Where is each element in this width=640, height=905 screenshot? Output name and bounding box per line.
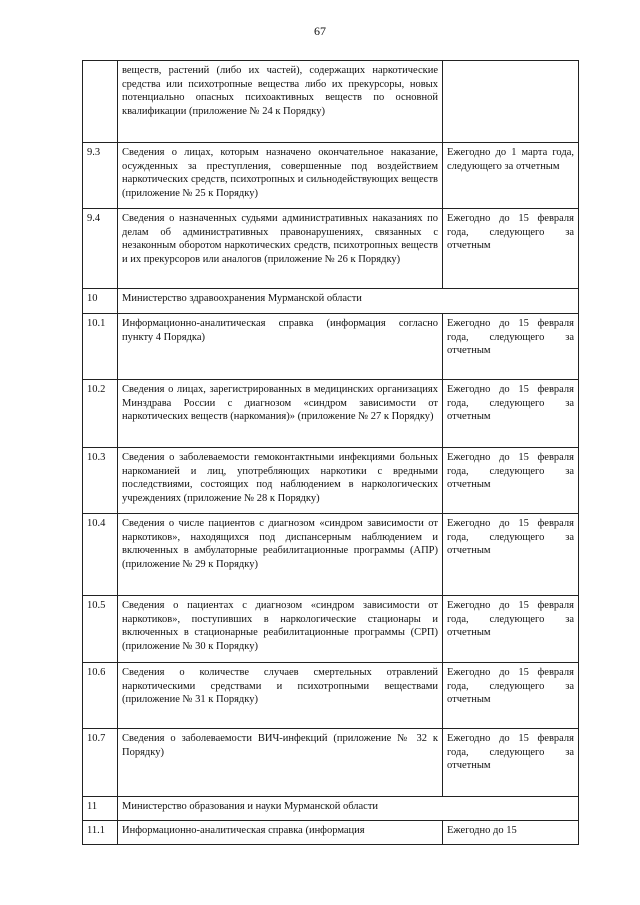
page-number: 67 [314, 24, 326, 38]
row-number: 10.7 [83, 729, 118, 797]
row-description: Сведения о числе пациентов с диагнозом «синдром зависимости от наркотиков», находящихся под диспансерным наблюдением и включенных в амбулаторные реабилитационные программы (АПР) (приложение № 29 к Порядку) [118, 514, 443, 596]
row-number: 10.5 [83, 596, 118, 663]
row-deadline: Ежегодно до 15 февраля года, следующего за отчетным [443, 209, 579, 289]
row-number: 11 [83, 797, 118, 821]
row-description: Сведения о заболеваемости гемоконтактными инфекциями больных наркоманией и лиц, употребляющих наркотики с вредными последствиями, состоящих под наблюдением в наркологических учреждениях (приложение № 28 к Порядку) [118, 448, 443, 514]
row-description: Сведения о количестве случаев смертельных отравлений наркотическими средствами и психотропными веществами (приложение № 31 к Порядку) [118, 663, 443, 729]
row-description: веществ, растений (либо их частей), содержащих наркотические средства или психотропные вещества либо их прекурсоры, новых потенциально опасных психоактивных веществ по основной квалификации (приложение № 24 к Порядку) [118, 61, 443, 143]
row-number: 10.3 [83, 448, 118, 514]
row-deadline: Ежегодно до 15 февраля года, следующего за отчетным [443, 380, 579, 448]
row-deadline: Ежегодно до 15 февраля года, следующего за отчетным [443, 314, 579, 380]
row-description: Информационно-аналитическая справка (информация [118, 821, 443, 845]
row-number: 11.1 [83, 821, 118, 845]
table-row [83, 314, 579, 380]
row-number [83, 61, 118, 143]
row-description: Информационно-аналитическая справка (информация согласно пункту 4 Порядка) [118, 314, 443, 380]
section-title: Министерство здравоохранения Мурманской области [118, 289, 579, 314]
row-description: Сведения о пациентах с диагнозом «синдром зависимости от наркотиков», поступивших в наркологические стационары и включенных в стационарные реабилитационные программы (СРП) (приложение № 30 к Порядку) [118, 596, 443, 663]
row-description: Сведения о назначенных судьями административных наказаниях по делам об административных правонарушениях, связанных с незаконным оборотом наркотических средств, психотропных веществ и их прекурсоров или аналогов (приложение № 26 к Порядку) [118, 209, 443, 289]
table-row [83, 209, 579, 289]
row-deadline: Ежегодно до 15 февраля года, следующего за отчетным [443, 596, 579, 663]
row-description: Сведения о лицах, зарегистрированных в медицинских организациях Минздрава России с диагнозом «синдром зависимости от наркотических веществ (наркомания)» (приложение № 27 к Порядку) [118, 380, 443, 448]
table-row [83, 514, 579, 596]
table-row [83, 596, 579, 663]
row-number: 9.4 [83, 209, 118, 289]
row-description: Сведения о заболеваемости ВИЧ-инфекций (приложение № 32 к Порядку) [118, 729, 443, 797]
row-number: 10.1 [83, 314, 118, 380]
table-row [83, 448, 579, 514]
table-row [83, 61, 579, 143]
row-number: 10.4 [83, 514, 118, 596]
table-row [83, 380, 579, 448]
row-number: 10 [83, 289, 118, 314]
row-number: 9.3 [83, 143, 118, 209]
section-row [83, 289, 579, 314]
row-deadline: Ежегодно до 15 февраля года, следующего за отчетным [443, 514, 579, 596]
table-row [83, 663, 579, 729]
row-description: Сведения о лицах, которым назначено окончательное наказание, осужденных за преступления, совершенные под воздействием наркотических средств, психотропных и сильнодействующих веществ (приложение № 25 к Порядку) [118, 143, 443, 209]
row-deadline: Ежегодно до 1 марта года, следующего за отчетным [443, 143, 579, 209]
table-row [83, 729, 579, 797]
row-deadline: Ежегодно до 15 [443, 821, 579, 845]
table-row [83, 821, 579, 845]
table-body [83, 61, 579, 845]
section-title: Министерство образования и науки Мурманской области [118, 797, 579, 821]
row-deadline: Ежегодно до 15 февраля года, следующего за отчетным [443, 729, 579, 797]
row-number: 10.2 [83, 380, 118, 448]
row-number: 10.6 [83, 663, 118, 729]
row-deadline [443, 61, 579, 143]
reporting-table [82, 60, 579, 845]
table-row [83, 143, 579, 209]
row-deadline: Ежегодно до 15 февраля года, следующего за отчетным [443, 663, 579, 729]
section-row [83, 797, 579, 821]
row-deadline: Ежегодно до 15 февраля года, следующего за отчетным [443, 448, 579, 514]
